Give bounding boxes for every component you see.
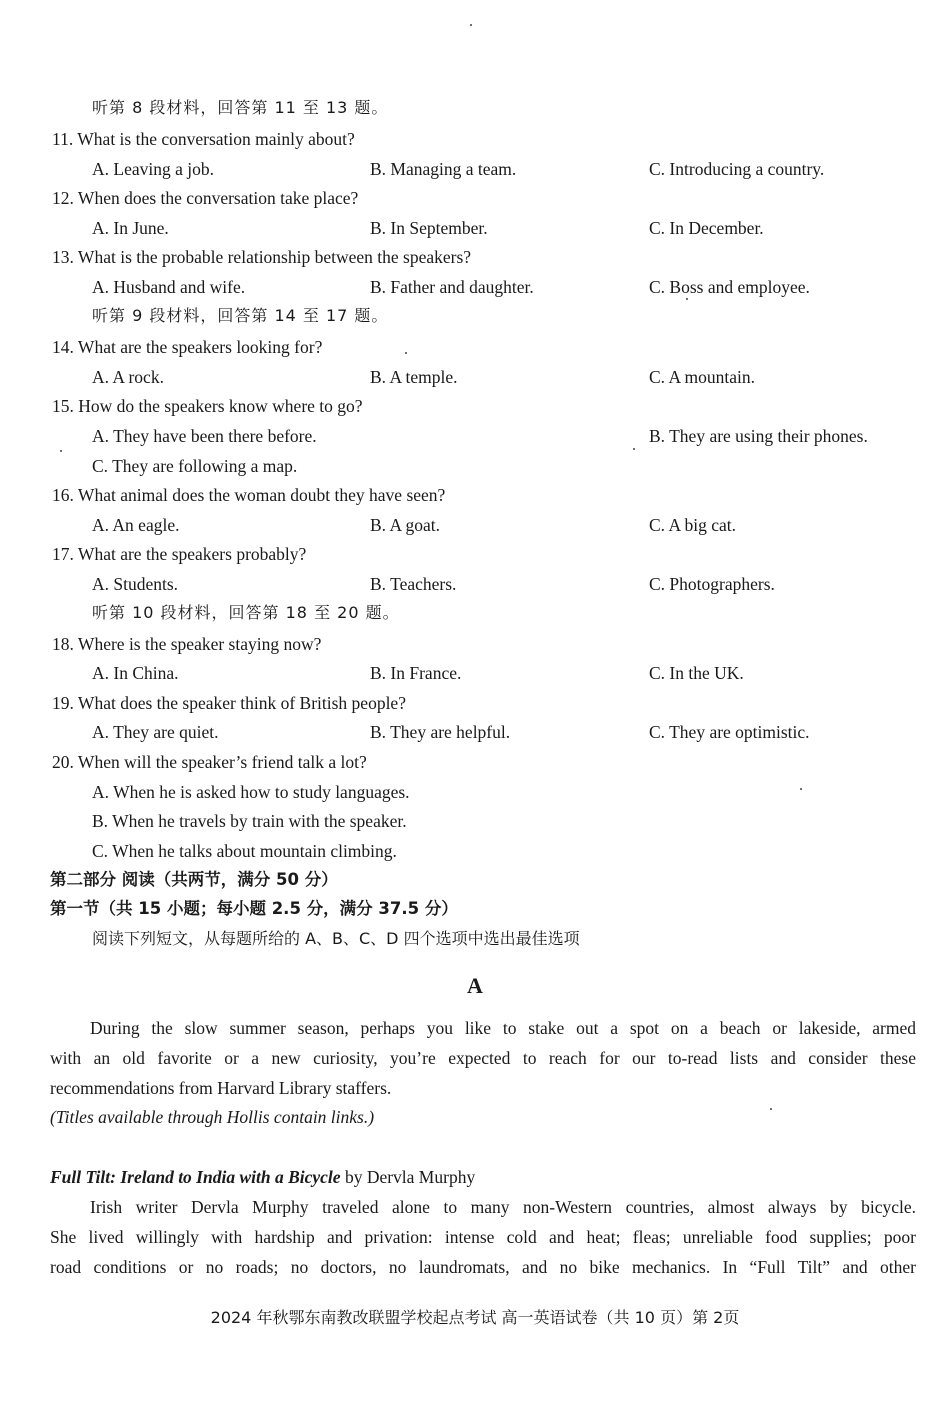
question-19-option-a: A. They are quiet.	[92, 722, 219, 742]
question-20-option-a: A. When he is asked how to study languages.	[92, 782, 410, 802]
section-9-instruction: 听第 9 段材料，回答第 14 至 17 题。	[92, 306, 389, 325]
book-title: Full Tilt: Ireland to India with a Bicycle	[50, 1167, 341, 1187]
question-17-stem: 17. What are the speakers probably?	[52, 544, 307, 564]
question-11-option-b: B. Managing a team.	[370, 159, 517, 179]
question-12-option-c: C. In December.	[649, 218, 764, 238]
question-14-option-b: B. A temple.	[370, 367, 458, 387]
question-17-option-b: B. Teachers.	[370, 574, 457, 594]
scan-speck	[686, 298, 688, 300]
question-18-stem: 18. Where is the speaker staying now?	[52, 634, 322, 654]
question-13-option-b: B. Father and daughter.	[370, 277, 534, 297]
question-15-option-b: B. They are using their phones.	[649, 426, 868, 446]
question-16-option-a: A. An eagle.	[92, 515, 180, 535]
question-13-option-a: A. Husband and wife.	[92, 277, 246, 297]
links-note: (Titles available through Hollis contain links.)	[50, 1107, 375, 1127]
question-12-option-b: B. In September.	[370, 218, 488, 238]
question-13-option-c: C. Boss and employee.	[649, 277, 810, 297]
passage-label: A	[467, 973, 483, 998]
book-line-2: She lived willingly with hardship and privation: intense cold and heat; fleas; unreliable food supplies; poor	[50, 1227, 916, 1247]
scan-speck	[60, 450, 62, 452]
question-18-option-c: C. In the UK.	[649, 663, 744, 683]
reading-part-heading: 第二部分 阅读（共两节，满分 50 分）	[50, 870, 338, 889]
question-14-option-c: C. A mountain.	[649, 367, 755, 387]
scan-speck	[470, 24, 472, 26]
question-12-option-a: A. In June.	[92, 218, 169, 238]
question-11-option-a: A. Leaving a job.	[92, 159, 214, 179]
question-17-option-c: C. Photographers.	[649, 574, 775, 594]
question-20-option-b: B. When he travels by train with the speaker.	[92, 811, 407, 831]
intro-line-2: with an old favorite or a new curiosity, you’re expected to reach for our to-read lists and consider these	[50, 1048, 916, 1068]
question-18-option-a: A. In China.	[92, 663, 179, 683]
question-14-stem: 14. What are the speakers looking for?	[52, 337, 323, 357]
question-16-option-b: B. A goat.	[370, 515, 441, 535]
scan-speck	[770, 1108, 772, 1110]
question-18-option-b: B. In France.	[370, 663, 462, 683]
book-line-3: road conditions or no roads; no doctors, no laundromats, and no bike mechanics. In “Full Tilt” and other	[50, 1257, 916, 1277]
book-heading	[50, 1166, 475, 1188]
scan-speck	[633, 448, 635, 450]
question-17-option-a: A. Students.	[92, 574, 179, 594]
question-11-stem: 11. What is the conversation mainly about?	[52, 129, 355, 149]
question-12-stem: 12. When does the conversation take place?	[52, 188, 359, 208]
question-15-option-c: C. They are following a map.	[92, 456, 298, 476]
question-19-option-c: C. They are optimistic.	[649, 722, 810, 742]
intro-line-3: recommendations from Harvard Library staffers.	[50, 1078, 392, 1098]
section-10-instruction: 听第 10 段材料，回答第 18 至 20 题。	[92, 603, 400, 622]
intro-line-1: During the slow summer season, perhaps you like to stake out a spot on a beach or lakeside, armed	[90, 1018, 916, 1038]
reading-section-heading: 第一节（共 15 小题；每小题 2.5 分，满分 37.5 分）	[50, 899, 458, 918]
question-15-stem: 15. How do the speakers know where to go?	[52, 396, 363, 416]
question-13-stem: 13. What is the probable relationship between the speakers?	[52, 247, 472, 267]
question-19-option-b: B. They are helpful.	[370, 722, 511, 742]
scan-speck	[800, 788, 802, 790]
question-16-stem: 16. What animal does the woman doubt they have seen?	[52, 485, 446, 505]
question-14-option-a: A. A rock.	[92, 367, 164, 387]
section-8-instruction: 听第 8 段材料，回答第 11 至 13 题。	[92, 98, 389, 117]
question-11-option-c: C. Introducing a country.	[649, 159, 825, 179]
question-16-option-c: C. A big cat.	[649, 515, 737, 535]
question-20-option-c: C. When he talks about mountain climbing.	[92, 841, 397, 861]
reading-instruction: 阅读下列短文，从每题所给的 A、B、C、D 四个选项中选出最佳选项	[92, 929, 580, 948]
book-author: by Dervla Murphy	[340, 1167, 476, 1187]
book-line-1: Irish writer Dervla Murphy traveled alone to many non-Western countries, almost always by bicycle.	[90, 1197, 916, 1217]
page-footer: 2024 年秋鄂东南教改联盟学校起点考试 高一英语试卷（共 10 页）第 2页	[210, 1308, 740, 1327]
question-20-stem: 20. When will the speaker’s friend talk a lot?	[52, 752, 367, 772]
question-15-option-a: A. They have been there before.	[92, 426, 317, 446]
scan-speck	[405, 352, 407, 354]
question-19-stem: 19. What does the speaker think of British people?	[52, 693, 406, 713]
